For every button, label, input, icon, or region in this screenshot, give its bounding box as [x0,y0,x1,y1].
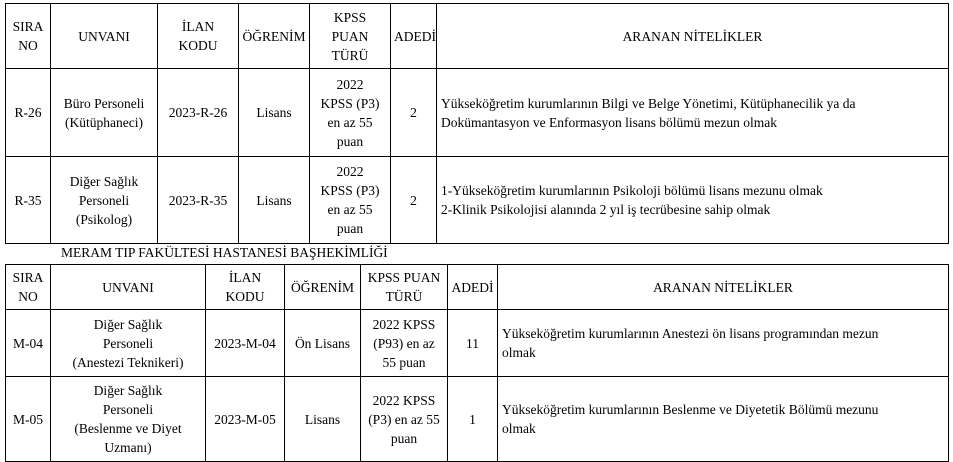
cell-ogrenim: Lisans [285,377,361,462]
header-ogrenim: ÖĞRENİM [239,4,310,69]
header-kpss-puan-turu: KPSS PUAN TÜRÜ [310,4,391,69]
header-sira-no: SIRA NO [6,265,51,310]
table-header-row [6,4,949,69]
header-aranan-nitelikler: ARANAN NİTELİKLER [498,265,949,310]
cell-kpss: 2022 KPSS (P3) en az 55 puan [310,69,391,157]
section-title: MERAM TIP FAKÜLTESİ HASTANESİ BAŞHEKİMLİĞİ [61,245,388,260]
cell-nitelikler: Yükseköğretim kurumlarının Beslenme ve Diyetetik Bölümü mezunu olmak [498,377,949,462]
header-ogrenim: ÖĞRENİM [285,265,361,310]
cell-adedi: 1 [448,377,498,462]
cell-ogrenim: Lisans [239,157,310,244]
header-adedi: ADEDİ [391,4,437,69]
table-meram [5,264,949,462]
header-unvani: UNVANI [51,4,158,69]
cell-sira-no: M-05 [6,377,51,462]
cell-unvani: Diğer Sağlık Personeli (Beslenme ve Diyet Uzmanı) [51,377,206,462]
cell-nitelikler: Yükseköğretim kurumlarının Bilgi ve Belge Yönetimi, Kütüphanecilik ya da Dokümantasyon ve Enformasyon lisans bölümü mezun olmak [437,69,949,157]
cell-nitelikler: Yükseköğretim kurumlarının Anestezi ön lisans programından mezun olmak [498,310,949,377]
header-sira-no: SIRA NO [6,4,51,69]
cell-sira-no: M-04 [6,310,51,377]
cell-ilan-kodu: 2023-M-04 [206,310,285,377]
cell-unvani: Büro Personeli (Kütüphaneci) [51,69,158,157]
table-row [6,157,949,244]
table-row [6,377,949,462]
cell-adedi: 11 [448,310,498,377]
header-aranan-nitelikler: ARANAN NİTELİKLER [437,4,949,69]
cell-kpss: 2022 KPSS (P3) en az 55 puan [361,377,448,462]
cell-nitelikler: 1-Yükseköğretim kurumlarının Psikoloji bölümü lisans mezunu olmak 2-Klinik Psikolojisi alanında 2 yıl iş tecrübesine sahip olmak [437,157,949,244]
cell-kpss: 2022 KPSS (P93) en az 55 puan [361,310,448,377]
cell-ilan-kodu: 2023-R-35 [158,157,239,244]
table-rektorluk [5,3,949,244]
cell-ilan-kodu: 2023-M-05 [206,377,285,462]
cell-kpss: 2022 KPSS (P3) en az 55 puan [310,157,391,244]
cell-adedi: 2 [391,69,437,157]
table-row [6,310,949,377]
cell-unvani: Diğer Sağlık Personeli (Anestezi Teknikeri) [51,310,206,377]
cell-ogrenim: Lisans [239,69,310,157]
cell-sira-no: R-35 [6,157,51,244]
cell-unvani: Diğer Sağlık Personeli (Psikolog) [51,157,158,244]
cell-adedi: 2 [391,157,437,244]
cell-sira-no: R-26 [6,69,51,157]
header-adedi: ADEDİ [448,265,498,310]
header-kpss-puan-turu: KPSS PUAN TÜRÜ [361,265,448,310]
cell-ogrenim: Ön Lisans [285,310,361,377]
table-row [6,69,949,157]
header-unvani: UNVANI [51,265,206,310]
header-ilan-kodu: İLAN KODU [158,4,239,69]
cell-ilan-kodu: 2023-R-26 [158,69,239,157]
header-ilan-kodu: İLAN KODU [206,265,285,310]
table-header-row [6,265,949,310]
